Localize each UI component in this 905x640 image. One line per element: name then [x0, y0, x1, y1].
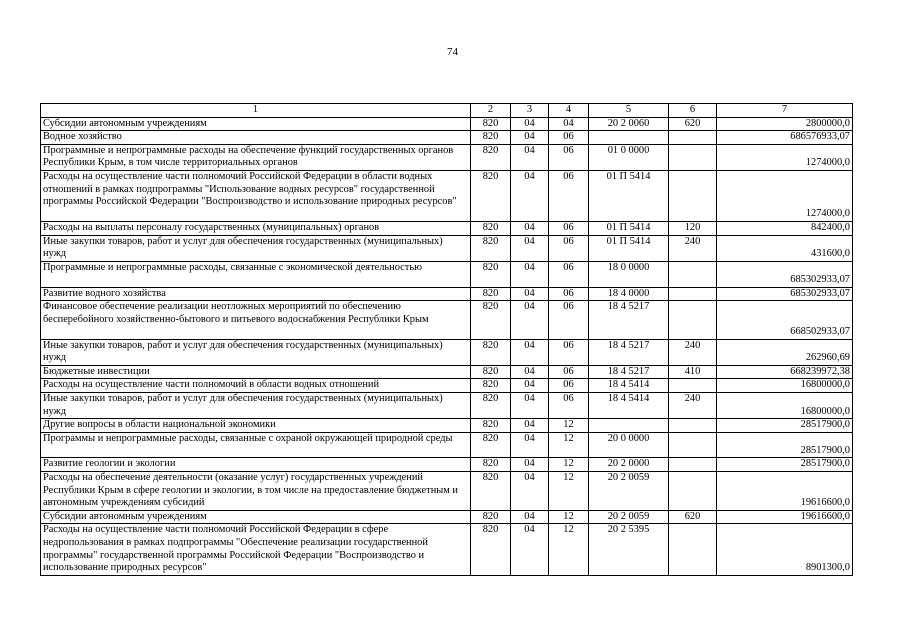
ministry-code: 820 [471, 458, 511, 472]
subsection-code: 06 [549, 379, 589, 393]
ministry-code: 820 [471, 301, 511, 339]
amount: 16800000,0 [717, 379, 853, 393]
target-article-code: 18 0 0000 [589, 261, 669, 287]
amount: 686576933,07 [717, 131, 853, 145]
section-code: 04 [511, 287, 549, 301]
table-row [41, 301, 853, 339]
amount: 1274000,0 [717, 170, 853, 221]
ministry-code: 820 [471, 261, 511, 287]
expense-type-code [669, 261, 717, 287]
expense-type-code [669, 170, 717, 221]
column-header: 7 [717, 104, 853, 118]
target-article-code: 20 2 0059 [589, 472, 669, 511]
expense-type-code [669, 131, 717, 145]
expense-type-code: 240 [669, 392, 717, 418]
item-name: Программные и непрограммные расходы, связанные с экономической деятельностью [41, 261, 471, 287]
expense-type-code [669, 379, 717, 393]
target-article-code: 18 4 5217 [589, 301, 669, 339]
expense-type-code: 620 [669, 117, 717, 131]
subsection-code: 06 [549, 235, 589, 261]
column-header: 3 [511, 104, 549, 118]
item-name: Расходы на осуществление части полномочий в области водных отношений [41, 379, 471, 393]
amount: 2800000,0 [717, 117, 853, 131]
section-code: 04 [511, 458, 549, 472]
subsection-code: 12 [549, 419, 589, 433]
expense-type-code: 240 [669, 235, 717, 261]
ministry-code: 820 [471, 287, 511, 301]
table-row [41, 170, 853, 221]
column-header: 5 [589, 104, 669, 118]
section-code: 04 [511, 392, 549, 418]
header-row [41, 104, 853, 118]
subsection-code: 06 [549, 301, 589, 339]
table-row [41, 365, 853, 379]
section-code: 04 [511, 131, 549, 145]
section-code: 04 [511, 170, 549, 221]
subsection-code: 06 [549, 261, 589, 287]
table-row [41, 235, 853, 261]
expense-type-code [669, 432, 717, 458]
amount: 431600,0 [717, 235, 853, 261]
table-row [41, 131, 853, 145]
ministry-code: 820 [471, 339, 511, 365]
ministry-code: 820 [471, 117, 511, 131]
item-name: Развитие водного хозяйства [41, 287, 471, 301]
amount: 685302933,07 [717, 261, 853, 287]
target-article-code: 01 П 5414 [589, 170, 669, 221]
item-name: Иные закупки товаров, работ и услуг для обеспечения государственных (муниципальных) нужд [41, 392, 471, 418]
target-article-code: 18 4 5217 [589, 339, 669, 365]
table-row [41, 510, 853, 524]
target-article-code: 20 2 0000 [589, 458, 669, 472]
table-row [41, 144, 853, 170]
amount: 28517900,0 [717, 419, 853, 433]
table-row [41, 379, 853, 393]
target-article-code: 18 4 5414 [589, 379, 669, 393]
subsection-code: 06 [549, 221, 589, 235]
target-article-code: 18 4 5217 [589, 365, 669, 379]
ministry-code: 820 [471, 419, 511, 433]
amount: 19616600,0 [717, 510, 853, 524]
target-article-code [589, 419, 669, 433]
target-article-code: 20 2 5395 [589, 524, 669, 575]
item-name: Программы и непрограммные расходы, связанные с охраной окружающей природной среды [41, 432, 471, 458]
table-row [41, 261, 853, 287]
ministry-code: 820 [471, 365, 511, 379]
ministry-code: 820 [471, 235, 511, 261]
subsection-code: 12 [549, 472, 589, 511]
target-article-code: 20 0 0000 [589, 432, 669, 458]
ministry-code: 820 [471, 432, 511, 458]
expense-type-code [669, 144, 717, 170]
table-row [41, 339, 853, 365]
expense-type-code [669, 458, 717, 472]
expense-type-code [669, 287, 717, 301]
item-name: Иные закупки товаров, работ и услуг для обеспечения государственных (муниципальных) нужд [41, 235, 471, 261]
column-header: 2 [471, 104, 511, 118]
ministry-code: 820 [471, 379, 511, 393]
expense-type-code: 240 [669, 339, 717, 365]
section-code: 04 [511, 339, 549, 365]
amount: 262960,69 [717, 339, 853, 365]
amount: 685302933,07 [717, 287, 853, 301]
ministry-code: 820 [471, 131, 511, 145]
section-code: 04 [511, 221, 549, 235]
budget-table [40, 103, 853, 576]
table-row [41, 221, 853, 235]
subsection-code: 06 [549, 287, 589, 301]
section-code: 04 [511, 235, 549, 261]
subsection-code: 06 [549, 170, 589, 221]
subsection-code: 06 [549, 392, 589, 418]
amount: 19616600,0 [717, 472, 853, 511]
amount: 668502933,07 [717, 301, 853, 339]
target-article-code: 01 0 0000 [589, 144, 669, 170]
table-row [41, 472, 853, 511]
column-header: 1 [41, 104, 471, 118]
subsection-code: 12 [549, 524, 589, 575]
item-name: Расходы на обеспечение деятельности (оказание услуг) государственных учреждений Республики Крым в сфере геологии и экологии, в том числе на предоставление бюджетным и автономным учреждениям субсидий [41, 472, 471, 511]
subsection-code: 06 [549, 144, 589, 170]
amount: 16800000,0 [717, 392, 853, 418]
target-article-code: 20 2 0059 [589, 510, 669, 524]
item-name: Субсидии автономным учреждениям [41, 117, 471, 131]
target-article-code: 01 П 5414 [589, 235, 669, 261]
table-row [41, 117, 853, 131]
amount: 842400,0 [717, 221, 853, 235]
section-code: 04 [511, 472, 549, 511]
item-name: Развитие геологии и экологии [41, 458, 471, 472]
target-article-code: 18 4 5414 [589, 392, 669, 418]
amount: 8901300,0 [717, 524, 853, 575]
ministry-code: 820 [471, 472, 511, 511]
expense-type-code [669, 472, 717, 511]
ministry-code: 820 [471, 524, 511, 575]
amount: 28517900,0 [717, 458, 853, 472]
subsection-code: 04 [549, 117, 589, 131]
page-number: 74 [447, 46, 458, 58]
item-name: Расходы на выплаты персоналу государственных (муниципальных) органов [41, 221, 471, 235]
target-article-code [589, 131, 669, 145]
table-row [41, 432, 853, 458]
table-row [41, 287, 853, 301]
amount: 28517900,0 [717, 432, 853, 458]
item-name: Бюджетные инвестиции [41, 365, 471, 379]
section-code: 04 [511, 261, 549, 287]
ministry-code: 820 [471, 144, 511, 170]
ministry-code: 820 [471, 221, 511, 235]
table-row [41, 419, 853, 433]
subsection-code: 06 [549, 339, 589, 365]
item-name: Субсидии автономным учреждениям [41, 510, 471, 524]
section-code: 04 [511, 117, 549, 131]
section-code: 04 [511, 301, 549, 339]
target-article-code: 18 4 0000 [589, 287, 669, 301]
subsection-code: 12 [549, 458, 589, 472]
expense-type-code: 620 [669, 510, 717, 524]
amount: 1274000,0 [717, 144, 853, 170]
expense-type-code: 410 [669, 365, 717, 379]
section-code: 04 [511, 419, 549, 433]
expense-type-code [669, 419, 717, 433]
ministry-code: 820 [471, 510, 511, 524]
subsection-code: 12 [549, 510, 589, 524]
ministry-code: 820 [471, 170, 511, 221]
item-name: Иные закупки товаров, работ и услуг для обеспечения государственных (муниципальных) нужд [41, 339, 471, 365]
item-name: Другие вопросы в области национальной экономики [41, 419, 471, 433]
expense-type-code [669, 524, 717, 575]
section-code: 04 [511, 510, 549, 524]
amount: 668239972,38 [717, 365, 853, 379]
column-header: 4 [549, 104, 589, 118]
section-code: 04 [511, 144, 549, 170]
table-row [41, 458, 853, 472]
item-name: Водное хозяйство [41, 131, 471, 145]
table-row [41, 524, 853, 575]
ministry-code: 820 [471, 392, 511, 418]
target-article-code: 01 П 5414 [589, 221, 669, 235]
item-name: Финансовое обеспечение реализации неотложных мероприятий по обеспечению бесперебойного хозяйственно-бытового и питьевого водоснабжения Республики Крым [41, 301, 471, 339]
subsection-code: 06 [549, 131, 589, 145]
item-name: Программные и непрограммные расходы на обеспечение функций государственных органов Республики Крым, в том числе территориальных органов [41, 144, 471, 170]
subsection-code: 06 [549, 365, 589, 379]
expense-type-code [669, 301, 717, 339]
section-code: 04 [511, 432, 549, 458]
item-name: Расходы на осуществление части полномочий Российской Федерации в сфере недропользования в рамках подпрограммы "Обеспечение реализации государственной программы" государственной программы Российской Федерации "Воспроизводство и использование природных ресурсов" [41, 524, 471, 575]
table-row [41, 392, 853, 418]
target-article-code: 20 2 0060 [589, 117, 669, 131]
expense-type-code: 120 [669, 221, 717, 235]
table-body [41, 104, 853, 576]
section-code: 04 [511, 524, 549, 575]
section-code: 04 [511, 379, 549, 393]
item-name: Расходы на осуществление части полномочий Российской Федерации в области водных отношений в рамках подпрограммы "Использование водных ресурсов" государственной программы Российской Федерации "Воспроизводство и использование природных ресурсов" [41, 170, 471, 221]
subsection-code: 12 [549, 432, 589, 458]
column-header: 6 [669, 104, 717, 118]
section-code: 04 [511, 365, 549, 379]
